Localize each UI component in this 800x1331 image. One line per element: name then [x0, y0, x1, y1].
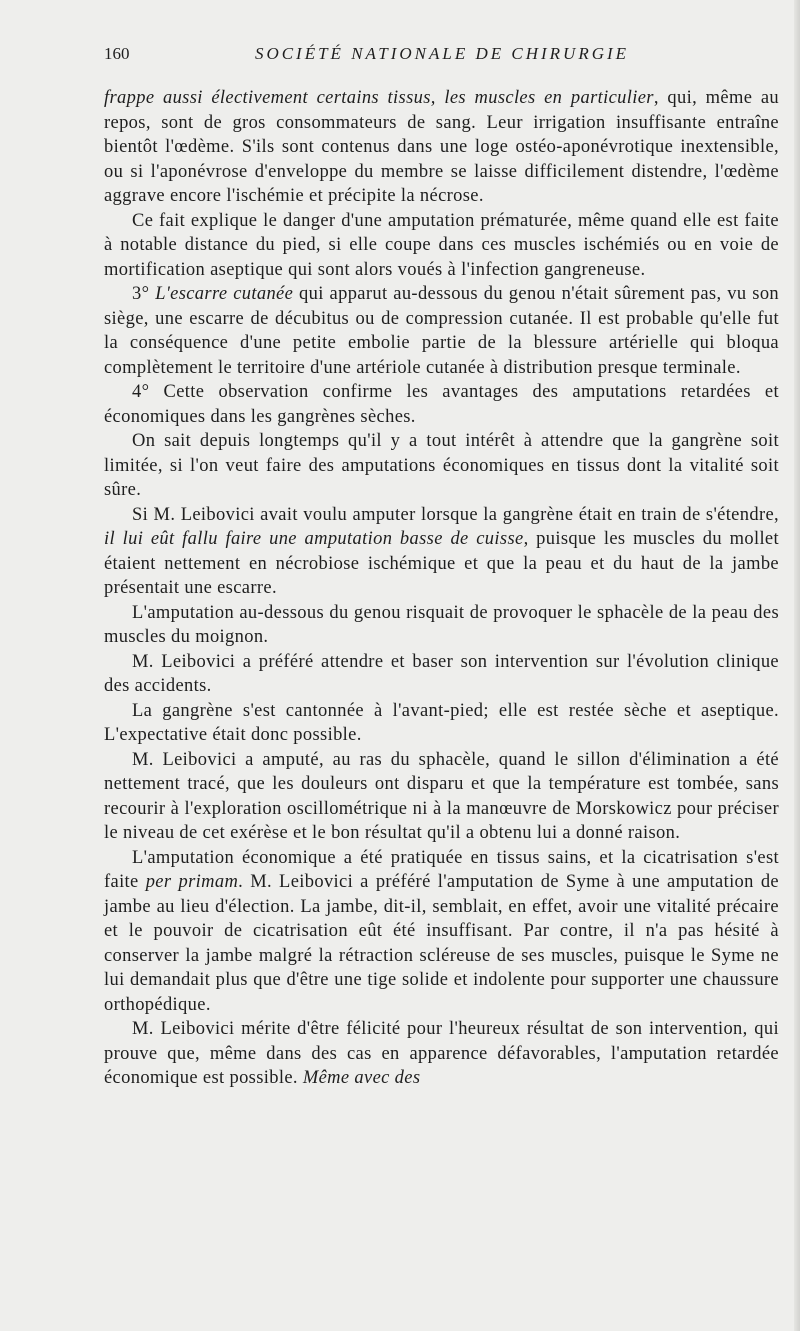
text-run: L'amputation économique a été pratiquée en tissus sains, et la cicatrisation s'est faite [104, 847, 779, 892]
text-run: Si M. Leibovici avait voulu amputer lorsque la gangrène était en train de s'étendre, [132, 504, 779, 525]
paragraph [104, 380, 779, 429]
text-run: M. Leibovici a préféré attendre et baser son intervention sur l'évolution clinique des accidents. [104, 651, 779, 696]
text-run: M. Leibovici mérite d'être félicité pour l'heureux résultat de son intervention, qui prouve que, même dans des cas en apparence défavorables, l'amputation retardée économique est possible. [104, 1019, 779, 1088]
italic-text: il lui eût fallu faire une amputation basse de cuisse [104, 529, 524, 549]
paragraph [104, 601, 779, 650]
article-body [104, 86, 779, 1091]
text-run: , puisque les muscles du mollet étaient nettement en nécrobiose ischémique et que la peau et du haut de la jambe présentait une escarre. [104, 529, 779, 598]
paragraph [104, 282, 779, 380]
paragraph [104, 1017, 779, 1091]
text-run: qui apparut au-dessous du genou n'était sûrement pas, vu son siège, une escarre de décubitus ou de compression cutanée. Il est probable qu'elle fut la conséquence d'une petite embolie partie de la blessure artérielle qui bloqua complètement le territoire d'une artériole cutanée à distribution presque terminale. [104, 284, 780, 378]
text-run: 3° [132, 284, 156, 304]
paragraph [104, 209, 779, 283]
text-run: La gangrène s'est cantonnée à l'avant-pied; elle est restée sèche et aseptique. L'expectative était donc possible. [104, 700, 779, 745]
page-edge [794, 0, 800, 1331]
text-run: M. Leibovici a amputé, au ras du sphacèle, quand le sillon d'élimination a été nettement tracé, que les douleurs ont disparu et que la température est tombée, sans recourir à l'exploration oscillométrique ni à la manœuvre de Morskowicz pour préciser le niveau de cet exérèse et le bon résultat qu'il a obtenu lui a donné raison. [104, 749, 779, 843]
page-number: 160 [104, 44, 130, 63]
text-run: On sait depuis longtemps qu'il y a tout intérêt à attendre que la gangrène soit limitée, si l'on veut faire des amputations économiques en tissus dont la vitalité soit sûre. [104, 431, 779, 500]
italic-text: Même avec des [302, 1068, 421, 1088]
paragraph [104, 846, 779, 1018]
paragraph [104, 748, 779, 846]
paragraph [104, 699, 779, 748]
text-run: Ce fait explique le danger d'une amputation prématurée, même quand elle est faite à notable distance du pied, si elle coupe dans ces muscles ischémiés ou en voie de mortification aseptique qui sont alors voués à l'infection gangreneuse. [104, 210, 779, 280]
italic-text: per primam [145, 872, 239, 892]
italic-text: frappe aussi électivement certains tissus, les muscles en particulier [104, 88, 654, 108]
text-run: , qui, même au repos, sont de gros consommateurs de sang. Leur irrigation insuffisante entraîne bientôt l'œdème. S'ils sont contenus dans une loge ostéo-aponévrotique inextensible, ou si l'aponévrose d'enveloppe du membre se laisse difficilement distendre, l'œdème aggrave encore l'ischémie et précipite la nécrose. [104, 88, 780, 206]
text-run: 4° Cette observation confirme les avantages des amputations retardées et économiques dans les gangrènes sèches. [104, 382, 779, 427]
paragraph [104, 503, 779, 601]
paragraph [104, 429, 779, 503]
text-run: . M. Leibovici a préféré l'amputation de Syme à une amputation de jambe au lieu d'élection. La jambe, dit-il, semblait, en effet, avoir une vitalité précaire et le pouvoir de cicatrisation eût été insuffisant. Par contre, il n'a pas hésité à conserver la jambe malgré la rétraction scléreuse de ses muscles, puisque le Syme ne lui demandait plus que d'être une tige solide et indolente pour supporter une chaussure orthopédique. [104, 872, 779, 1015]
running-head: SOCIÉTÉ NATIONALE DE CHIRURGIE [254, 44, 630, 63]
paragraph [104, 86, 779, 209]
italic-text: L'escarre cutanée [155, 284, 294, 304]
paragraph [104, 650, 779, 699]
text-run: L'amputation au-dessous du genou risquait de provoquer le sphacèle de la peau des muscles du moignon. [104, 602, 779, 647]
page-header [104, 44, 780, 68]
